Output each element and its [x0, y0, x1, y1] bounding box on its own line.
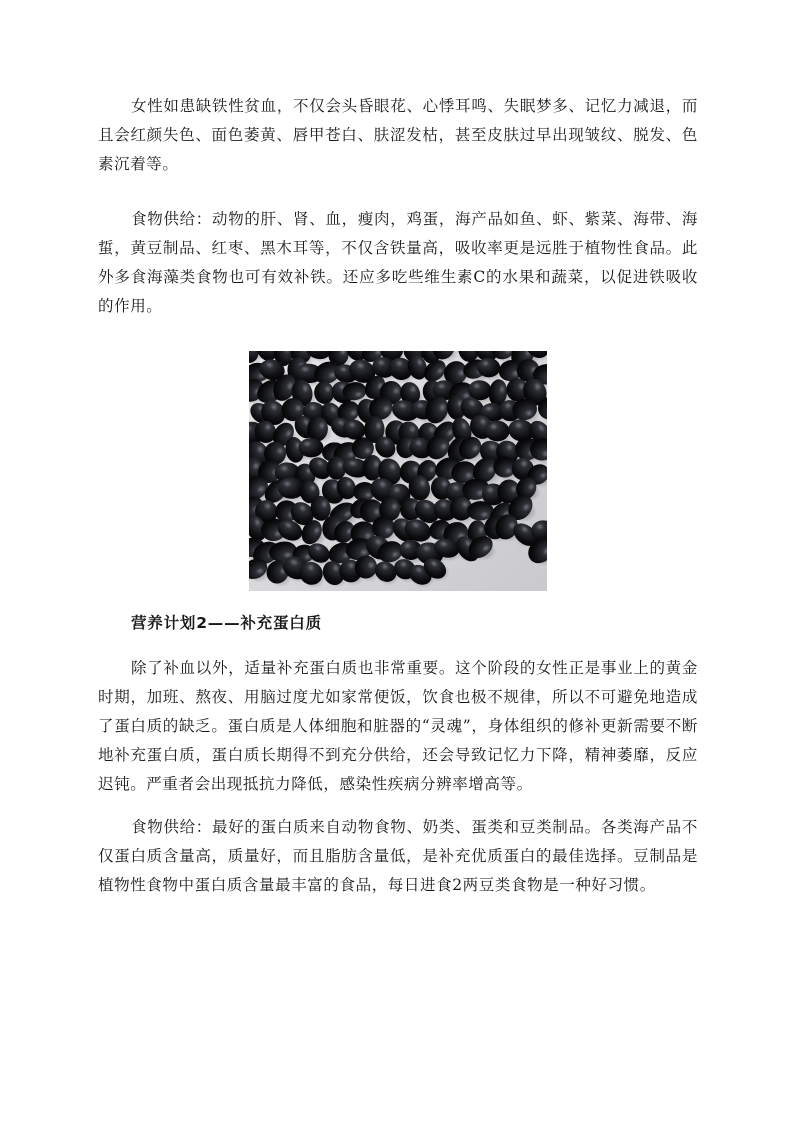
section-heading-protein-plan: 营养计划2——补充蛋白质 [131, 614, 322, 632]
black-beans-illustration [249, 351, 547, 591]
black-beans-photo [249, 351, 547, 591]
paragraph-anemia-symptoms: 女性如患缺铁性贫血，不仅会头昏眼花、心悸耳鸣、失眠梦多、记忆力减退，而且会红颜失色、面色萎黄、唇甲苍白、肤涩发枯，甚至皮肤过早出现皱纹、脱发、色素沉着等。 [98, 97, 698, 173]
paragraph-protein-importance: 除了补血以外，适量补充蛋白质也非常重要。这个阶段的女性正是事业上的黄金时期，加班、熬夜、用脑过度尤如家常便饭，饮食也极不规律，所以不可避免地造成了蛋白质的缺乏。蛋白质是人体细胞和脏器的“灵魂”，身体组织的修补更新需要不断地补充蛋白质，蛋白质长期得不到充分供给，还会导致记忆力下降，精神萎靡，反应迟钝。严重者会出现抵抗力降低，感染性疾病分辨率增高等。 [98, 659, 698, 793]
paragraph-iron-food-supply: 食物供给：动物的肝、肾、血，瘦肉，鸡蛋，海产品如鱼、虾、紫菜、海带、海蜇，黄豆制品、红枣、黑木耳等，不仅含铁量高，吸收率更是远胜于植物性食品。此外多食海藻类食物也可有效补铁。还应多吃些维生素C的水果和蔬菜，以促进铁吸收的作用。 [98, 210, 698, 315]
paragraph-protein-food-supply: 食物供给：最好的蛋白质来自动物食物、奶类、蛋类和豆类制品。各类海产品不仅蛋白质含量高，质量好，而且脂肪含量低，是补充优质蛋白的最佳选择。豆制品是植物性食物中蛋白质含量最丰富的食品，每日进食2两豆类食物是一种好习惯。 [98, 818, 698, 894]
